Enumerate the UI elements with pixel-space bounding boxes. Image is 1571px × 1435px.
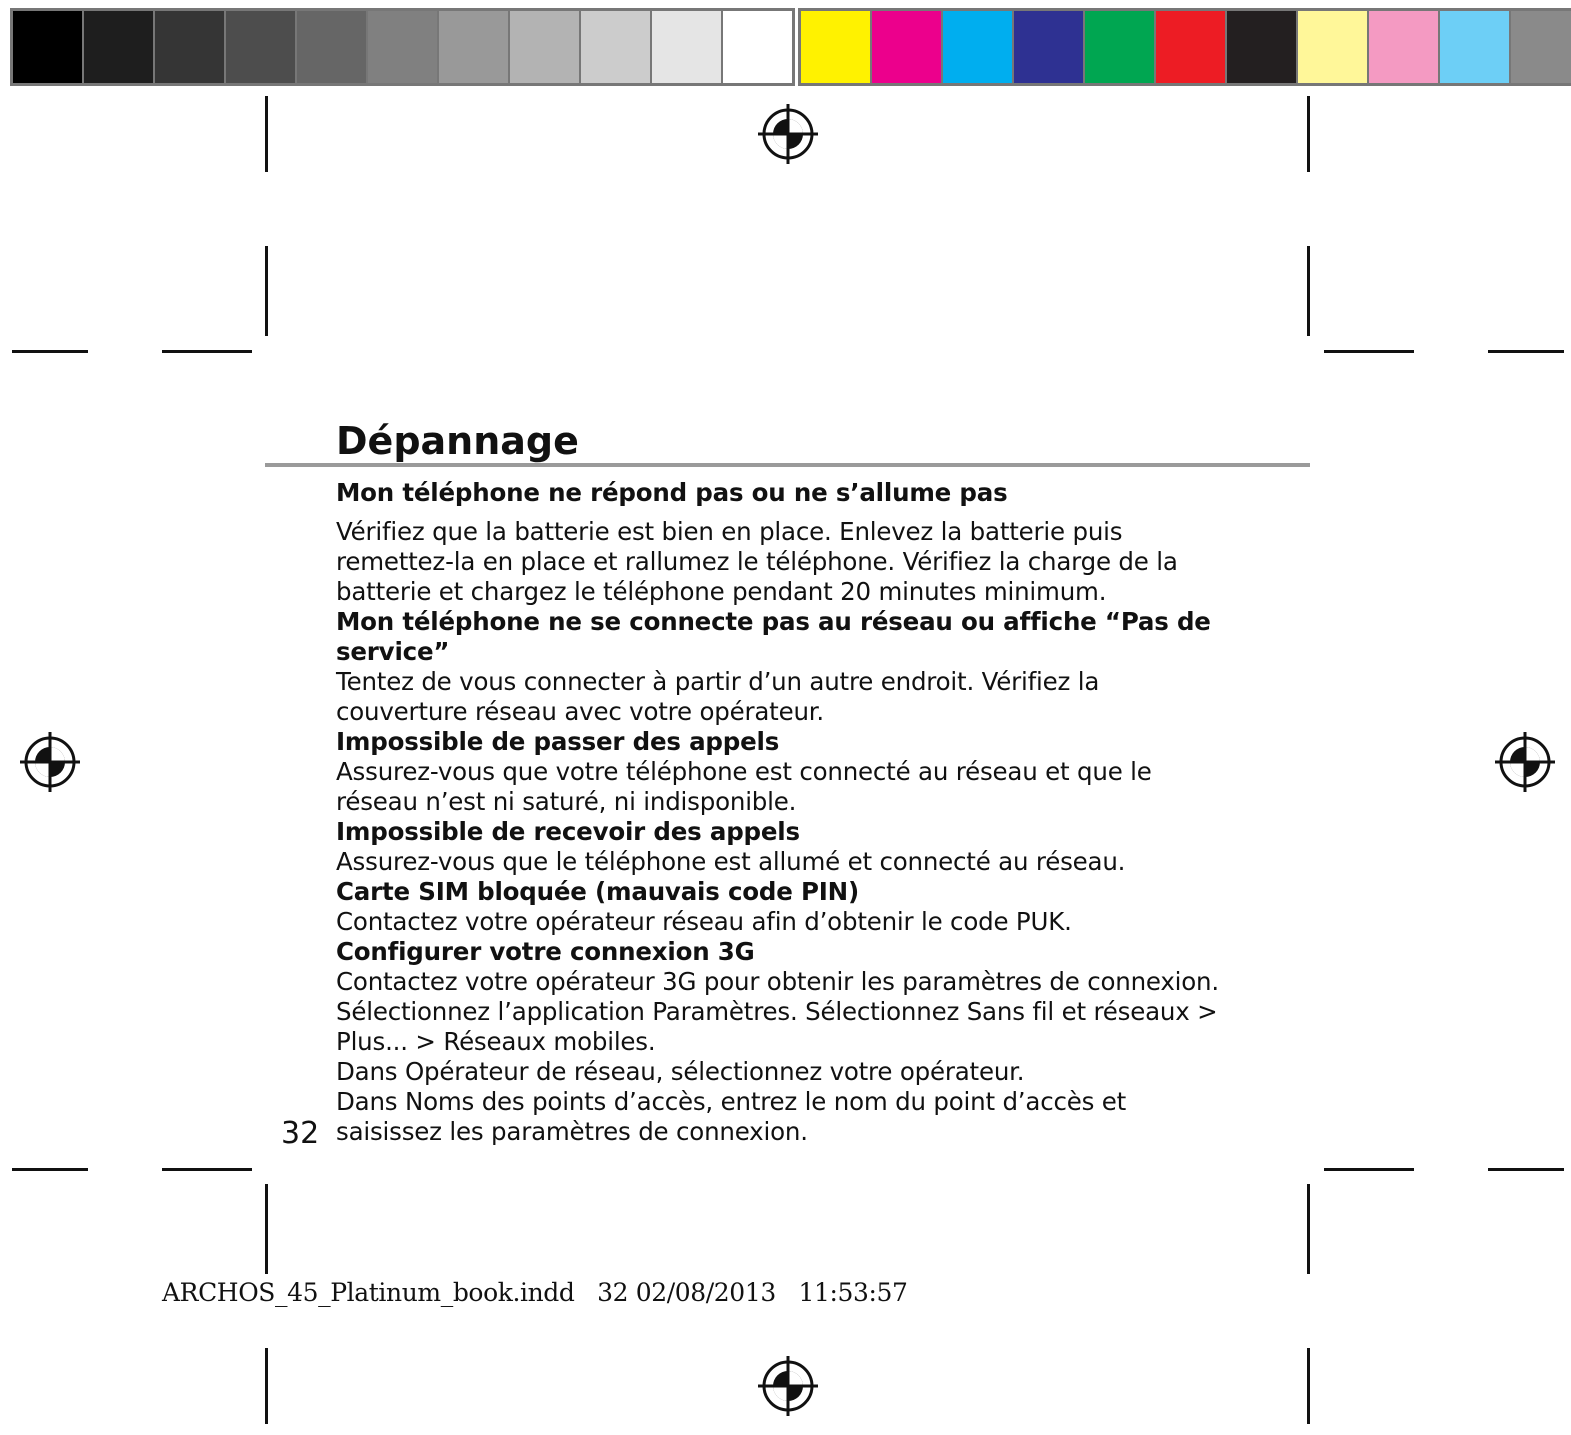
page-title: Dépannage (336, 419, 579, 463)
section-heading: Mon téléphone ne répond pas ou ne s’allume pas (336, 478, 1008, 507)
registration-mark-icon (1493, 730, 1557, 794)
registration-mark-icon (756, 102, 820, 166)
crop-mark (1307, 246, 1310, 336)
crop-mark (265, 246, 268, 336)
crop-mark (162, 1168, 252, 1171)
color-swatch (13, 11, 84, 83)
section-heading: Mon téléphone ne se connecte pas au réseau ou affiche “Pas de (336, 607, 1211, 636)
page-number: 32 (281, 1116, 320, 1151)
section-heading: service” (336, 637, 450, 666)
color-swatch (155, 11, 226, 83)
slug-time: 11:53:57 (798, 1278, 908, 1307)
color-swatch (1369, 11, 1440, 83)
color-swatch (652, 11, 723, 83)
slug-filename: ARCHOS_45_Platinum_book.indd (162, 1278, 575, 1307)
section-heading: Carte SIM bloquée (mauvais code PIN) (336, 877, 859, 906)
page-header (336, 412, 1276, 470)
color-swatch (1298, 11, 1369, 83)
color-swatch (226, 11, 297, 83)
body-line: saisissez les paramètres de connexion. (336, 1117, 808, 1146)
crop-mark (1307, 1184, 1310, 1274)
section (336, 877, 1291, 937)
body-line: Plus... > Réseaux mobiles. (336, 1027, 656, 1056)
color-swatch (1085, 11, 1156, 83)
color-swatch (1511, 11, 1571, 83)
color-swatch (84, 11, 155, 83)
body-line: Dans Noms des points d’accès, entrez le nom du point d’accès et (336, 1087, 1127, 1116)
crop-mark (1488, 350, 1564, 353)
body-line: remettez-la en place et rallumez le téléphone. Vérifiez la charge de la (336, 547, 1178, 576)
section (336, 817, 1291, 877)
crop-mark (12, 1168, 88, 1171)
body-line: Sélectionnez l’application Paramètres. Sélectionnez Sans fil et réseaux > (336, 997, 1218, 1026)
color-swatch (943, 11, 1014, 83)
body-line: Assurez-vous que le téléphone est allumé et connecté au réseau. (336, 847, 1126, 876)
color-swatch (1156, 11, 1227, 83)
slug-line (162, 1278, 908, 1307)
color-swatch (439, 11, 510, 83)
color-swatch (510, 11, 581, 83)
section (336, 478, 1291, 607)
crop-mark (12, 350, 88, 353)
body-line: Dans Opérateur de réseau, sélectionnez votre opérateur. (336, 1057, 1025, 1086)
body-line: Contactez votre opérateur réseau afin d’obtenir le code PUK. (336, 907, 1072, 936)
crop-mark (265, 1348, 268, 1424)
body-line: Assurez-vous que votre téléphone est connecté au réseau et que le (336, 757, 1152, 786)
body-line: batterie et chargez le téléphone pendant 20 minutes minimum. (336, 577, 1107, 606)
body-line: Vérifiez que la batterie est bien en place. Enlevez la batterie puis (336, 517, 1123, 546)
slug-page: 32 (597, 1278, 629, 1307)
section-heading: Impossible de passer des appels (336, 727, 780, 756)
crop-mark (265, 96, 268, 172)
color-swatch (723, 11, 792, 83)
section (336, 727, 1291, 817)
body-line: réseau n’est ni saturé, ni indisponible. (336, 787, 797, 816)
title-divider (265, 463, 1310, 467)
troubleshooting-sections (336, 478, 1291, 1147)
registration-mark-icon (756, 1354, 820, 1418)
crop-mark (1307, 1348, 1310, 1424)
crop-mark (1324, 1168, 1414, 1171)
body-line: couverture réseau avec votre opérateur. (336, 697, 824, 726)
grayscale-color-bar (10, 8, 795, 86)
color-swatch (1014, 11, 1085, 83)
color-swatch (297, 11, 368, 83)
color-swatch (1440, 11, 1511, 83)
crop-mark (1324, 350, 1414, 353)
color-swatch (581, 11, 652, 83)
body-line: Tentez de vous connecter à partir d’un autre endroit. Vérifiez la (336, 667, 1100, 696)
section (336, 607, 1291, 727)
crop-mark (265, 1184, 268, 1274)
color-swatch (1227, 11, 1298, 83)
color-swatch (368, 11, 439, 83)
body-line: Contactez votre opérateur 3G pour obtenir les paramètres de connexion. (336, 967, 1219, 996)
crop-mark (162, 350, 252, 353)
color-swatch (872, 11, 943, 83)
section (336, 937, 1291, 1147)
crop-mark (1488, 1168, 1564, 1171)
section-heading: Impossible de recevoir des appels (336, 817, 800, 846)
slug-date: 02/08/2013 (635, 1278, 776, 1307)
crop-mark (1307, 96, 1310, 172)
process-color-bar (798, 8, 1571, 86)
color-swatch (801, 11, 872, 83)
section-heading: Configurer votre connexion 3G (336, 937, 755, 966)
registration-mark-icon (18, 730, 82, 794)
